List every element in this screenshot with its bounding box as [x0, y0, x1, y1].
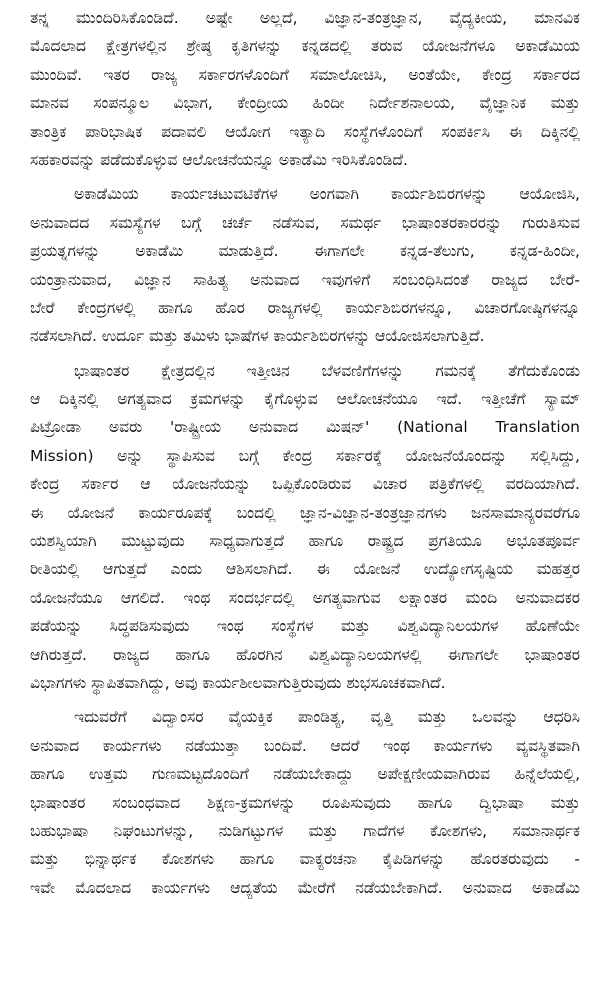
text-line: ಅಕಾಡೆಮಿಯ ಕಾರ್ಯಚಟುವಟಿಕೆಗಳ ಅಂಗವಾಗಿ ಕಾರ್ಯಶಿಬಿರಗಳನ್ನು ಆಯೋಜಿಸಿ,: [74, 185, 580, 204]
text-line: ಯೋಜನೆಯೂ ಆಗಲಿದೆ. ಇಂಥ ಸಂದರ್ಭದಲ್ಲಿ ಅಗತ್ಯವಾಗುವ ಲಕ್ಷಾಂತರ ಮಂದಿ ಅನುವಾದಕರ: [30, 588, 580, 607]
paragraph-2: [30, 180, 580, 350]
text-line: ಯಶಸ್ವಿಯಾಗಿ ಮುಟ್ಟುವುದು ಸಾಧ್ಯವಾಗುತ್ತದೆ ಹಾಗೂ ರಾಷ್ಟ್ರದ ಪ್ರಗತಿಯೂ ಅಭೂತಪೂರ್ವ: [30, 532, 580, 551]
text-line: ಭಾಷಾಂತರ ಕ್ಷೇತ್ರದಲ್ಲಿನ ಇತ್ತೀಚಿನ ಬೆಳವಣಿಗೆಗಳನ್ನು ಗಮನಕ್ಕೆ ತೆಗೆದುಕೊಂಡು: [74, 361, 580, 380]
text-line: ಸಹಕಾರವನ್ನು ಪಡೆದುಕೊಳ್ಳುವ ಆಲೋಚನೆಯನ್ನೂ ಅಕಾಡೆಮಿ ಇರಿಸಿಕೊಂಡಿದೆ.: [30, 150, 408, 169]
text-line: Mission) ಅನ್ನು ಸ್ಥಾಪಿಸುವ ಬಗ್ಗೆ ಕೇಂದ್ರ ಸರ್ಕಾರಕ್ಕೆ ಯೋಜನೆಯೊಂದನ್ನು ಸಲ್ಲಿಸಿದ್ದು,: [30, 446, 580, 465]
text-line: ಹಾಗೂ ಉತ್ತಮ ಗುಣಮಟ್ಟದೊಂದಿಗೆ ನಡೆಯಬೇಕಾದ್ದು ಅಪೇಕ್ಷಣೀಯವಾಗಿರುವ ಹಿನ್ನೆಲೆಯಲ್ಲಿ,: [30, 765, 580, 784]
text-line: ತನ್ನ ಮುಂದಿರಿಸಿಕೊಂಡಿದೆ. ಅಷ್ಟೇ ಅಲ್ಲದೆ, ವಿಜ್ಞಾನ-ತಂತ್ರಜ್ಞಾನ, ವೈದ್ಯಕೀಯ, ಮಾನವಿಕ: [30, 9, 580, 27]
text-line: ಆ ದಿಕ್ಕಿನಲ್ಲಿ ಅಗತ್ಯವಾದ ಕ್ರಮಗಳನ್ನು ಕೈಗೊಳ್ಳುವ ಆಲೋಚನೆಯೂ ಇದೆ. ಇತ್ತೀಚೆಗೆ ಸ್ಯಾಮ್: [30, 390, 580, 409]
text-line: ಪಿಟ್ರೋಡಾ ಅವರು 'ರಾಷ್ಟ್ರೀಯ ಅನುವಾದ ಮಿಷನ್' (National Translation: [30, 418, 580, 437]
paragraph-1: [30, 4, 580, 174]
text-line: ಮಾನವ ಸಂಪನ್ಮೂಲ ವಿಭಾಗ, ಕೇಂದ್ರೀಯ ಹಿಂದೀ ನಿರ್ದೇಶನಾಲಯ, ವೈಜ್ಞಾನಿಕ ಮತ್ತು: [30, 94, 580, 113]
paragraph-4: [30, 703, 580, 902]
text-line: ಬಹುಭಾಷಾ ನಿಘಂಟುಗಳನ್ನು, ನುಡಿಗಟ್ಟುಗಳ ಮತ್ತು ಗಾದೆಗಳ ಕೋಶಗಳು, ಸಮಾನಾರ್ಥಕ: [30, 821, 580, 840]
text-line: ತಾಂತ್ರಿಕ ಪಾರಿಭಾಷಿಕ ಪದಾವಲಿ ಆಯೋಗ ಇತ್ಯಾದಿ ಸಂಸ್ಥೆಗಳೊಂದಿಗೆ ಸಂಪರ್ಕಿಸಿ ಈ ದಿಕ್ಕಿನಲ್ಲಿ: [30, 122, 580, 141]
text-line: ಯಂತ್ರಾನುವಾದ, ವಿಜ್ಞಾನ ಸಾಹಿತ್ಯ ಅನುವಾದ ಇವುಗಳಿಗೆ ಸಂಬಂಧಿಸಿದಂತೆ ರಾಜ್ಯದ ಬೇರೆ-: [30, 270, 580, 289]
text-line: ಕೇಂದ್ರ ಸರ್ಕಾರ ಆ ಯೋಜನೆಯನ್ನು ಒಪ್ಪಿಕೊಂಡಿರುವ ವಿಚಾರ ಪತ್ರಿಕೆಗಳಲ್ಲಿ ವರದಿಯಾಗಿದೆ.: [30, 475, 580, 494]
text-line: ಮೊದಲಾದ ಕ್ಷೇತ್ರಗಳಲ್ಲಿನ ಶ್ರೇಷ್ಠ ಕೃತಿಗಳನ್ನು ಕನ್ನಡದಲ್ಲಿ ತರುವ ಯೋಜನೆಗಳೂ ಅಕಾಡೆಮಿಯ: [30, 37, 580, 56]
text-line: ಅನುವಾದದ ಸಮಸ್ಯೆಗಳ ಬಗ್ಗೆ ಚರ್ಚೆ ನಡೆಸುವ, ಸಮರ್ಥ ಭಾಷಾಂತರಕಾರರನ್ನು ಗುರುತಿಸುವ: [30, 213, 580, 232]
text-line: ರೀತಿಯಲ್ಲಿ ಆಗುತ್ತದೆ ಎಂದು ಆಶಿಸಲಾಗಿದೆ. ಈ ಯೋಜನೆ ಉದ್ಯೋಗಸೃಷ್ಟಿಯ ಮಹತ್ತರ: [30, 560, 580, 579]
text-line: ನಡೆಸಲಾಗಿದೆ. ಉರ್ದೂ ಮತ್ತು ತಮಿಳು ಭಾಷೆಗಳ ಕಾರ್ಯಶಿಬಿರಗಳನ್ನು ಆಯೋಜಿಸಲಾಗುತ್ತಿದೆ.: [30, 327, 485, 346]
paragraph-3: [30, 357, 580, 698]
text-line: ಮುಂದಿವೆ. ಇತರ ರಾಜ್ಯ ಸರ್ಕಾರಗಳೊಂದಿಗೆ ಸಮಾಲೋಚಿಸಿ, ಅಂತೆಯೇ, ಕೇಂದ್ರ ಸರ್ಕಾರದ: [30, 65, 580, 84]
text-line: ವಿಭಾಗಗಳು ಸ್ಥಾಪಿತವಾಗಿದ್ದು, ಅವು ಕಾರ್ಯಶೀಲವಾಗುತ್ತಿರುವುದು ಶುಭಸೂಚಕವಾಗಿದೆ.: [30, 673, 446, 692]
text-line: ಅನುವಾದ ಕಾರ್ಯಗಳು ನಡೆಯುತ್ತಾ ಬಂದಿವೆ. ಆದರೆ ಇಂಥ ಕಾರ್ಯಗಳು ವ್ಯವಸ್ಥಿತವಾಗಿ: [30, 736, 580, 755]
text-line: ಇವೇ ಮೊದಲಾದ ಕಾರ್ಯಗಳು ಆದ್ಯತೆಯ ಮೇರೆಗೆ ನಡೆಯಬೇಕಾಗಿದೆ. ಅನುವಾದ ಅಕಾಡೆಮಿ: [30, 878, 580, 897]
text-line: ಪ್ರಯತ್ನಗಳನ್ನು ಅಕಾಡೆಮಿ ಮಾಡುತ್ತಿದೆ. ಈಗಾಗಲೇ ಕನ್ನಡ-ತೆಲುಗು, ಕನ್ನಡ-ಹಿಂದೀ,: [30, 242, 580, 261]
text-line: ಭಾಷಾಂತರ ಸಂಬಂಧವಾದ ಶಿಕ್ಷಣ-ಕ್ರಮಗಳನ್ನು ರೂಪಿಸುವುದು ಹಾಗೂ ದ್ವಿಭಾಷಾ ಮತ್ತು: [30, 793, 580, 812]
text-line: ಮತ್ತು ಭಿನ್ನಾರ್ಥಕ ಕೋಶಗಳು ಹಾಗೂ ವಾಕ್ಯರಚನಾ ಕೈಪಿಡಿಗಳನ್ನು ಹೊರತರುವುದು -: [30, 850, 580, 869]
text-line: ಆಗಿರುತ್ತದೆ. ರಾಜ್ಯದ ಹಾಗೂ ಹೊರಗಿನ ವಿಶ್ವವಿದ್ಯಾನಿಲಯಗಳಲ್ಲಿ ಈಗಾಗಲೇ ಭಾಷಾಂತರ: [30, 645, 580, 664]
text-line: ಇದುವರೆಗೆ ವಿದ್ವಾಂಸರ ವೈಯಕ್ತಿಕ ಪಾಂಡಿತ್ಯ, ವೃತ್ತಿ ಮತ್ತು ಒಲವನ್ನು ಆಧರಿಸಿ: [74, 708, 580, 727]
text-line: ಪಡೆಯನ್ನು ಸಿದ್ಧಪಡಿಸುವುದು ಇಂಥ ಸಂಸ್ಥೆಗಳ ಮತ್ತು ವಿಶ್ವವಿದ್ಯಾನಿಲಯಗಳ ಹೊಣೆಯೇ: [30, 617, 580, 636]
text-line: ಬೇರೆ ಕೇಂದ್ರಗಳಲ್ಲಿ ಹಾಗೂ ಹೊರ ರಾಜ್ಯಗಳಲ್ಲಿ ಕಾರ್ಯಶಿಬಿರಗಳನ್ನೂ, ವಿಚಾರಗೋಷ್ಠಿಗಳನ್ನೂ: [30, 298, 580, 317]
text-line: ಈ ಯೋಜನೆ ಕಾರ್ಯರೂಪಕ್ಕೆ ಬಂದಲ್ಲಿ ಜ್ಞಾನ-ವಿಜ್ಞಾನ-ತಂತ್ರಜ್ಞಾನಗಳು ಜನಸಾಮಾನ್ಯರವರೆಗೂ: [30, 503, 580, 522]
